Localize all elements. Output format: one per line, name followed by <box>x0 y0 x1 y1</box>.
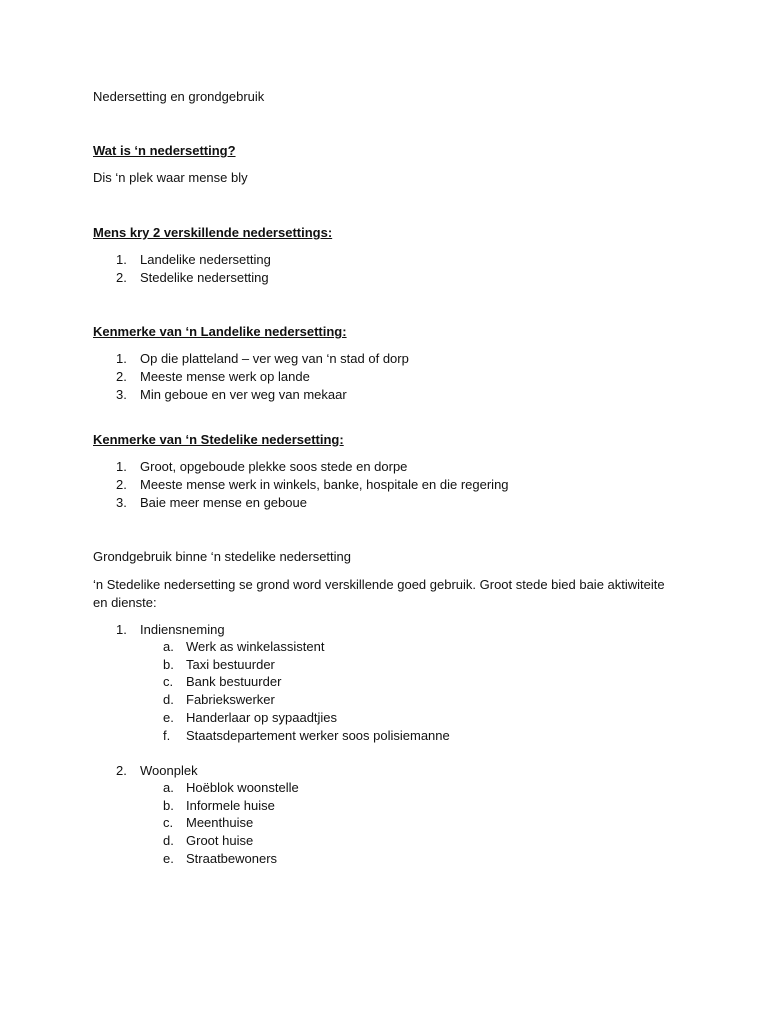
sublist-item: Fabriekswerker <box>186 692 275 707</box>
sublist-letter: b. <box>163 657 174 672</box>
list-item: Min geboue en ver weg van mekaar <box>140 387 347 402</box>
sublist-letter: e. <box>163 710 174 725</box>
list-item: Op die platteland – ver weg van ‘n stad of dorp <box>140 351 409 366</box>
sublist-item: Groot huise <box>186 833 254 848</box>
sublist-item: Meenthuise <box>186 815 254 830</box>
answer-text: Dis ‘n plek waar mense bly <box>93 170 248 185</box>
sublist-item: Werk as winkelassistent <box>186 639 325 654</box>
list-item: Stedelike nedersetting <box>140 270 269 285</box>
list-number: 1. <box>116 622 127 637</box>
sublist-letter: b. <box>163 798 174 813</box>
list-item: Meeste mense werk in winkels, banke, hospitale en die regering <box>140 477 509 492</box>
sublist-item: Staatsdepartement werker soos polisiemanne <box>186 728 450 743</box>
list-number: 1. <box>116 459 127 474</box>
section-heading-urban: Kenmerke van ‘n Stedelike nedersetting: <box>93 432 344 447</box>
list-number: 2. <box>116 763 127 778</box>
list-number: 1. <box>116 351 127 366</box>
list-number: 3. <box>116 495 127 510</box>
list-item: Landelike nedersetting <box>140 252 271 267</box>
list-number: 2. <box>116 477 127 492</box>
list-item: Indiensneming <box>140 622 225 637</box>
list-number: 2. <box>116 369 127 384</box>
list-item: Baie meer mense en geboue <box>140 495 307 510</box>
sublist-letter: d. <box>163 692 174 707</box>
list-item: Woonplek <box>140 763 198 778</box>
section-heading-rural: Kenmerke van ‘n Landelike nedersetting: <box>93 324 347 339</box>
sublist-letter: f. <box>163 728 171 743</box>
sublist-item: Bank bestuurder <box>186 674 282 689</box>
sublist-letter: a. <box>163 780 174 795</box>
sublist-letter: c. <box>163 674 174 689</box>
sublist-letter: c. <box>163 815 174 830</box>
document-title: Nedersetting en grondgebruik <box>93 89 265 104</box>
list-number: 2. <box>116 270 127 285</box>
paragraph-line: ‘n Stedelike nedersetting se grond word verskillende goed gebruik. Groot stede bied baie aktiwiteite <box>93 577 665 592</box>
list-item: Meeste mense werk op lande <box>140 369 310 384</box>
sublist-item: Hoëblok woonstelle <box>186 780 299 795</box>
section-heading-what-is: Wat is ‘n nedersetting? <box>93 143 236 158</box>
sublist-item: Handerlaar op sypaadtjies <box>186 710 338 725</box>
sublist-letter: e. <box>163 851 174 866</box>
sublist-item: Informele huise <box>186 798 275 813</box>
sublist-letter: d. <box>163 833 174 848</box>
sublist-item: Straatbewoners <box>186 851 278 866</box>
list-item: Groot, opgeboude plekke soos stede en dorpe <box>140 459 408 474</box>
section-heading-landuse: Grondgebruik binne ‘n stedelike nedersetting <box>93 549 352 564</box>
sublist-letter: a. <box>163 639 174 654</box>
list-number: 1. <box>116 252 127 267</box>
section-heading-types: Mens kry 2 verskillende nedersettings: <box>93 225 333 240</box>
list-number: 3. <box>116 387 127 402</box>
sublist-item: Taxi bestuurder <box>186 657 275 672</box>
paragraph-line: en dienste: <box>93 595 157 610</box>
